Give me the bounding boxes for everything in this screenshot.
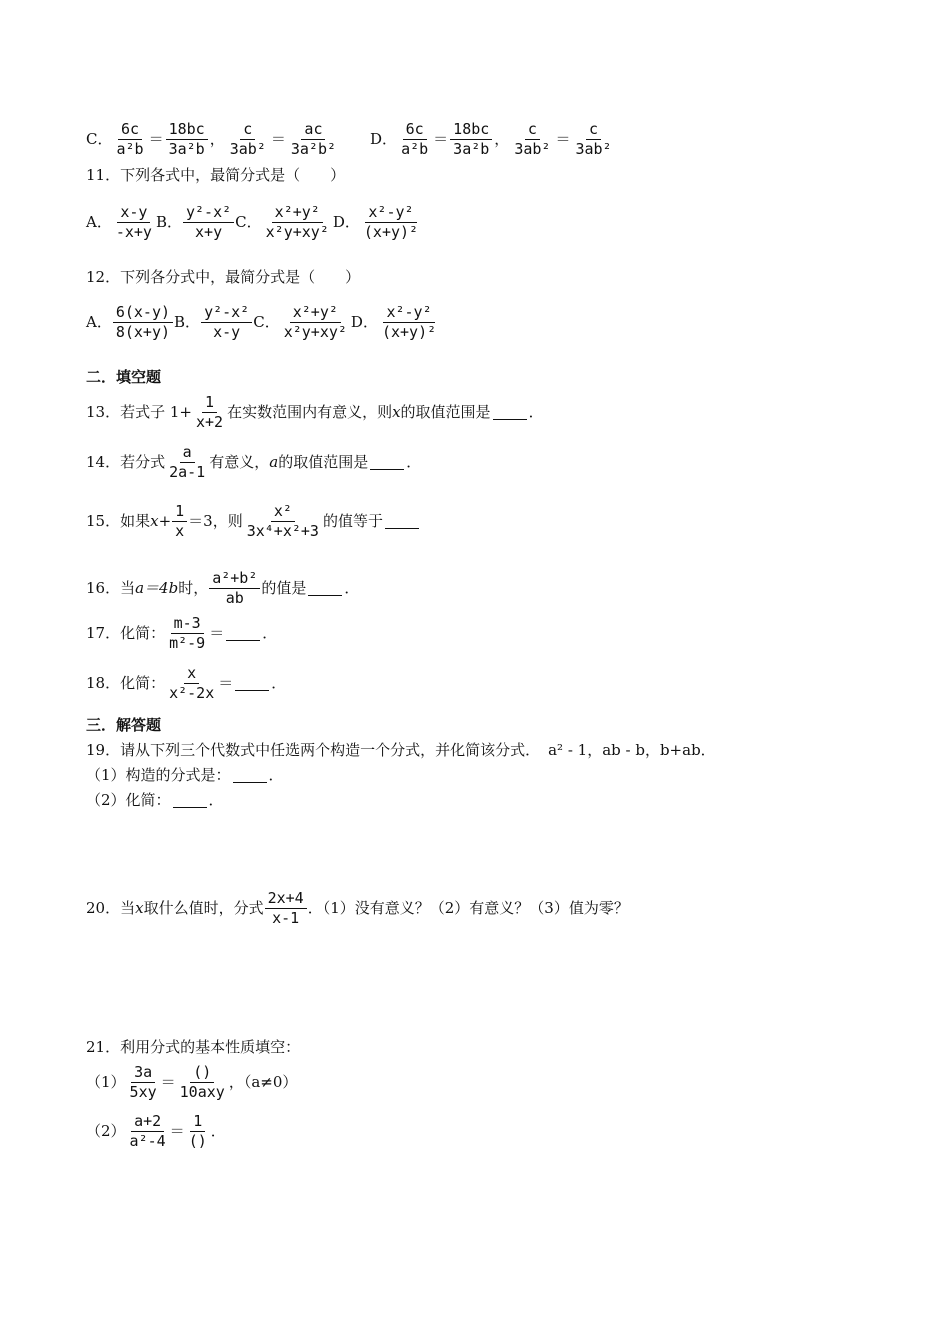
question-19-part-1: （1）构造的分式是： ．: [86, 766, 284, 784]
option-b-label: B．: [174, 313, 201, 331]
question-19: 19．请从下列三个代数式中任选两个构造一个分式，并化简该分式． a² - 1，ab - b，b+ab．: [86, 741, 716, 759]
option-c-label: C．: [253, 313, 280, 331]
option-d-label: D．: [332, 213, 360, 231]
question-21-text: 21．利用分式的基本性质填空：: [86, 1038, 301, 1056]
option-a-label: A．: [86, 313, 112, 331]
question-14: 14．若分式 $\frac{a}{2a-1}$ 有意义， a 的取值范围是 ．: [86, 443, 422, 481]
fraction: $\frac{c}{\text{3ab²}}$: [514, 120, 551, 158]
fraction: $\frac{c}{\text{3ab²}}$: [229, 120, 266, 158]
question-19-part-2: （2）化简： ．: [86, 791, 224, 809]
question-11-text: 11．下列各式中，最简分式是（ ）: [86, 166, 346, 184]
section-3-heading: 三．解答题: [86, 716, 162, 734]
answer-blank: [235, 676, 269, 691]
answer-blank: [226, 626, 260, 641]
fraction: $\frac{ac}{\text{3a²b²}}$: [290, 120, 337, 158]
fraction: $\frac{18bc}{\text{3a²b}}$: [166, 120, 208, 159]
question-12-options: [86, 303, 440, 342]
fraction: $\frac{a+2}{\text{a²-4}}$: [129, 1112, 166, 1150]
answer-blank: [173, 793, 207, 808]
question-15: 15．如果 x + $\frac{1}{x}$ ＝3，则 $\frac{\text{x²}}{\text{3x⁴+x²+3}}$ 的值等于: [86, 502, 421, 541]
option-c-label: C．: [235, 213, 262, 231]
fraction: $\frac{\text{y²-x²}}{x-y}$: [201, 303, 252, 342]
fraction: $\frac{x}{\text{x²-2x}}$: [169, 664, 215, 702]
answer-blank: [308, 581, 342, 596]
answer-blank: [493, 405, 527, 420]
fraction: $\frac{1}{x+2}$: [195, 393, 224, 431]
fraction: $\frac{\text{a²+b²}}{ab}$: [209, 569, 260, 608]
answer-blank: [385, 514, 419, 529]
question-11-options: [86, 203, 422, 242]
question-12-text: 12．下列各分式中，最简分式是（ ）: [86, 268, 361, 286]
fraction: $\frac{m-3}{\text{m²-9}}$: [169, 614, 206, 652]
fraction: $\frac{\text{x²+y²}}{\text{x²y+xy²}}$: [283, 303, 347, 341]
question-21-part-1: （1） $\frac{3a}{5xy}$ ＝ $\frac{()}{\text{10axy}}$ ，（a≠0）: [86, 1063, 298, 1101]
fraction: $\frac{3a}{5xy}$: [129, 1063, 157, 1101]
answer-blank: [370, 455, 404, 470]
fraction: $\frac{\text{y²-x²}}{x+y}$: [183, 203, 234, 242]
section-2-heading: 二．填空题: [86, 368, 162, 386]
fraction: $\frac{6c}{\text{a²b}}$: [401, 120, 429, 158]
answer-blank: [233, 768, 267, 783]
fraction: $\frac{1}{x}$: [172, 502, 187, 541]
question-13: 13．若式子 1+ $\frac{1}{x+2}$ 在实数范围内有意义，则 x 的取值范围是 ．: [86, 393, 544, 431]
fraction: $\frac{2x+4}{x-1}$: [265, 889, 307, 928]
fraction: $\frac{c}{\text{3ab²}}$: [575, 120, 612, 158]
fraction: $\frac{\text{x²+y²}}{\text{x²y+xy²}}$: [265, 203, 329, 241]
option-d-label: D．: [370, 130, 398, 148]
fraction: $\frac{\text{x²-y²}}{\text{(x+y)²}}$: [381, 303, 437, 341]
q10-options-line: C． $\frac{6c}{\text{a²b}}$ ＝ $\frac{18bc}{\text{3a²b}}$ ， $\frac{c}{\text{3ab²}}$ ＝ $\frac{ac}{\text{3a²b²}}$ D． $\frac{6c}{\text{a²b}}$ ＝ $\frac{18bc}{\text{3a²b}}$ ， $\frac{c}{\text{3ab²}}$ ＝ $\frac{c}{\text{3ab²}}$: [86, 120, 616, 159]
fraction: $\frac{\text{x²-y²}}{\text{(x+y)²}}$: [363, 203, 419, 241]
fraction: $\frac{\text{x²}}{\text{3x⁴+x²+3}}$: [246, 502, 319, 540]
question-20: 20．当 x 取什么值时，分式 $\frac{2x+4}{x-1}$ ．（1）没有意义？（2）有意义？（3）值为零？: [86, 889, 629, 927]
option-b-label: B．: [155, 213, 182, 231]
question-16: 16．当 a＝4b 时， $\frac{\text{a²+b²}}{ab}$ 的值是 ．: [86, 569, 360, 607]
fraction: $\frac{a}{2a-1}$: [169, 443, 206, 481]
fraction: $\frac{1}{()}$: [188, 1112, 207, 1150]
question-18: 18．化简： $\frac{x}{\text{x²-2x}}$ ＝ ．: [86, 664, 287, 702]
option-a-label: A．: [86, 213, 112, 231]
fraction: $\frac{18bc}{\text{3a²b}}$: [450, 120, 492, 159]
fraction: $\frac{6(x-y)}{8(x+y)}$: [113, 303, 173, 342]
option-d-label: D．: [350, 313, 378, 331]
fraction: $\frac{()}{\text{10axy}}$: [179, 1063, 225, 1101]
fraction: $\frac{x-y}{-x+y}$: [115, 203, 152, 241]
option-c-label: C．: [86, 130, 113, 148]
fraction: $\frac{6c}{\text{a²b}}$: [116, 120, 144, 158]
question-17: 17．化简： $\frac{m-3}{\text{m²-9}}$ ＝ ．: [86, 614, 278, 652]
question-21-part-2: （2） $\frac{a+2}{\text{a²-4}}$ ＝ $\frac{1}{()}$ ．: [86, 1112, 226, 1150]
